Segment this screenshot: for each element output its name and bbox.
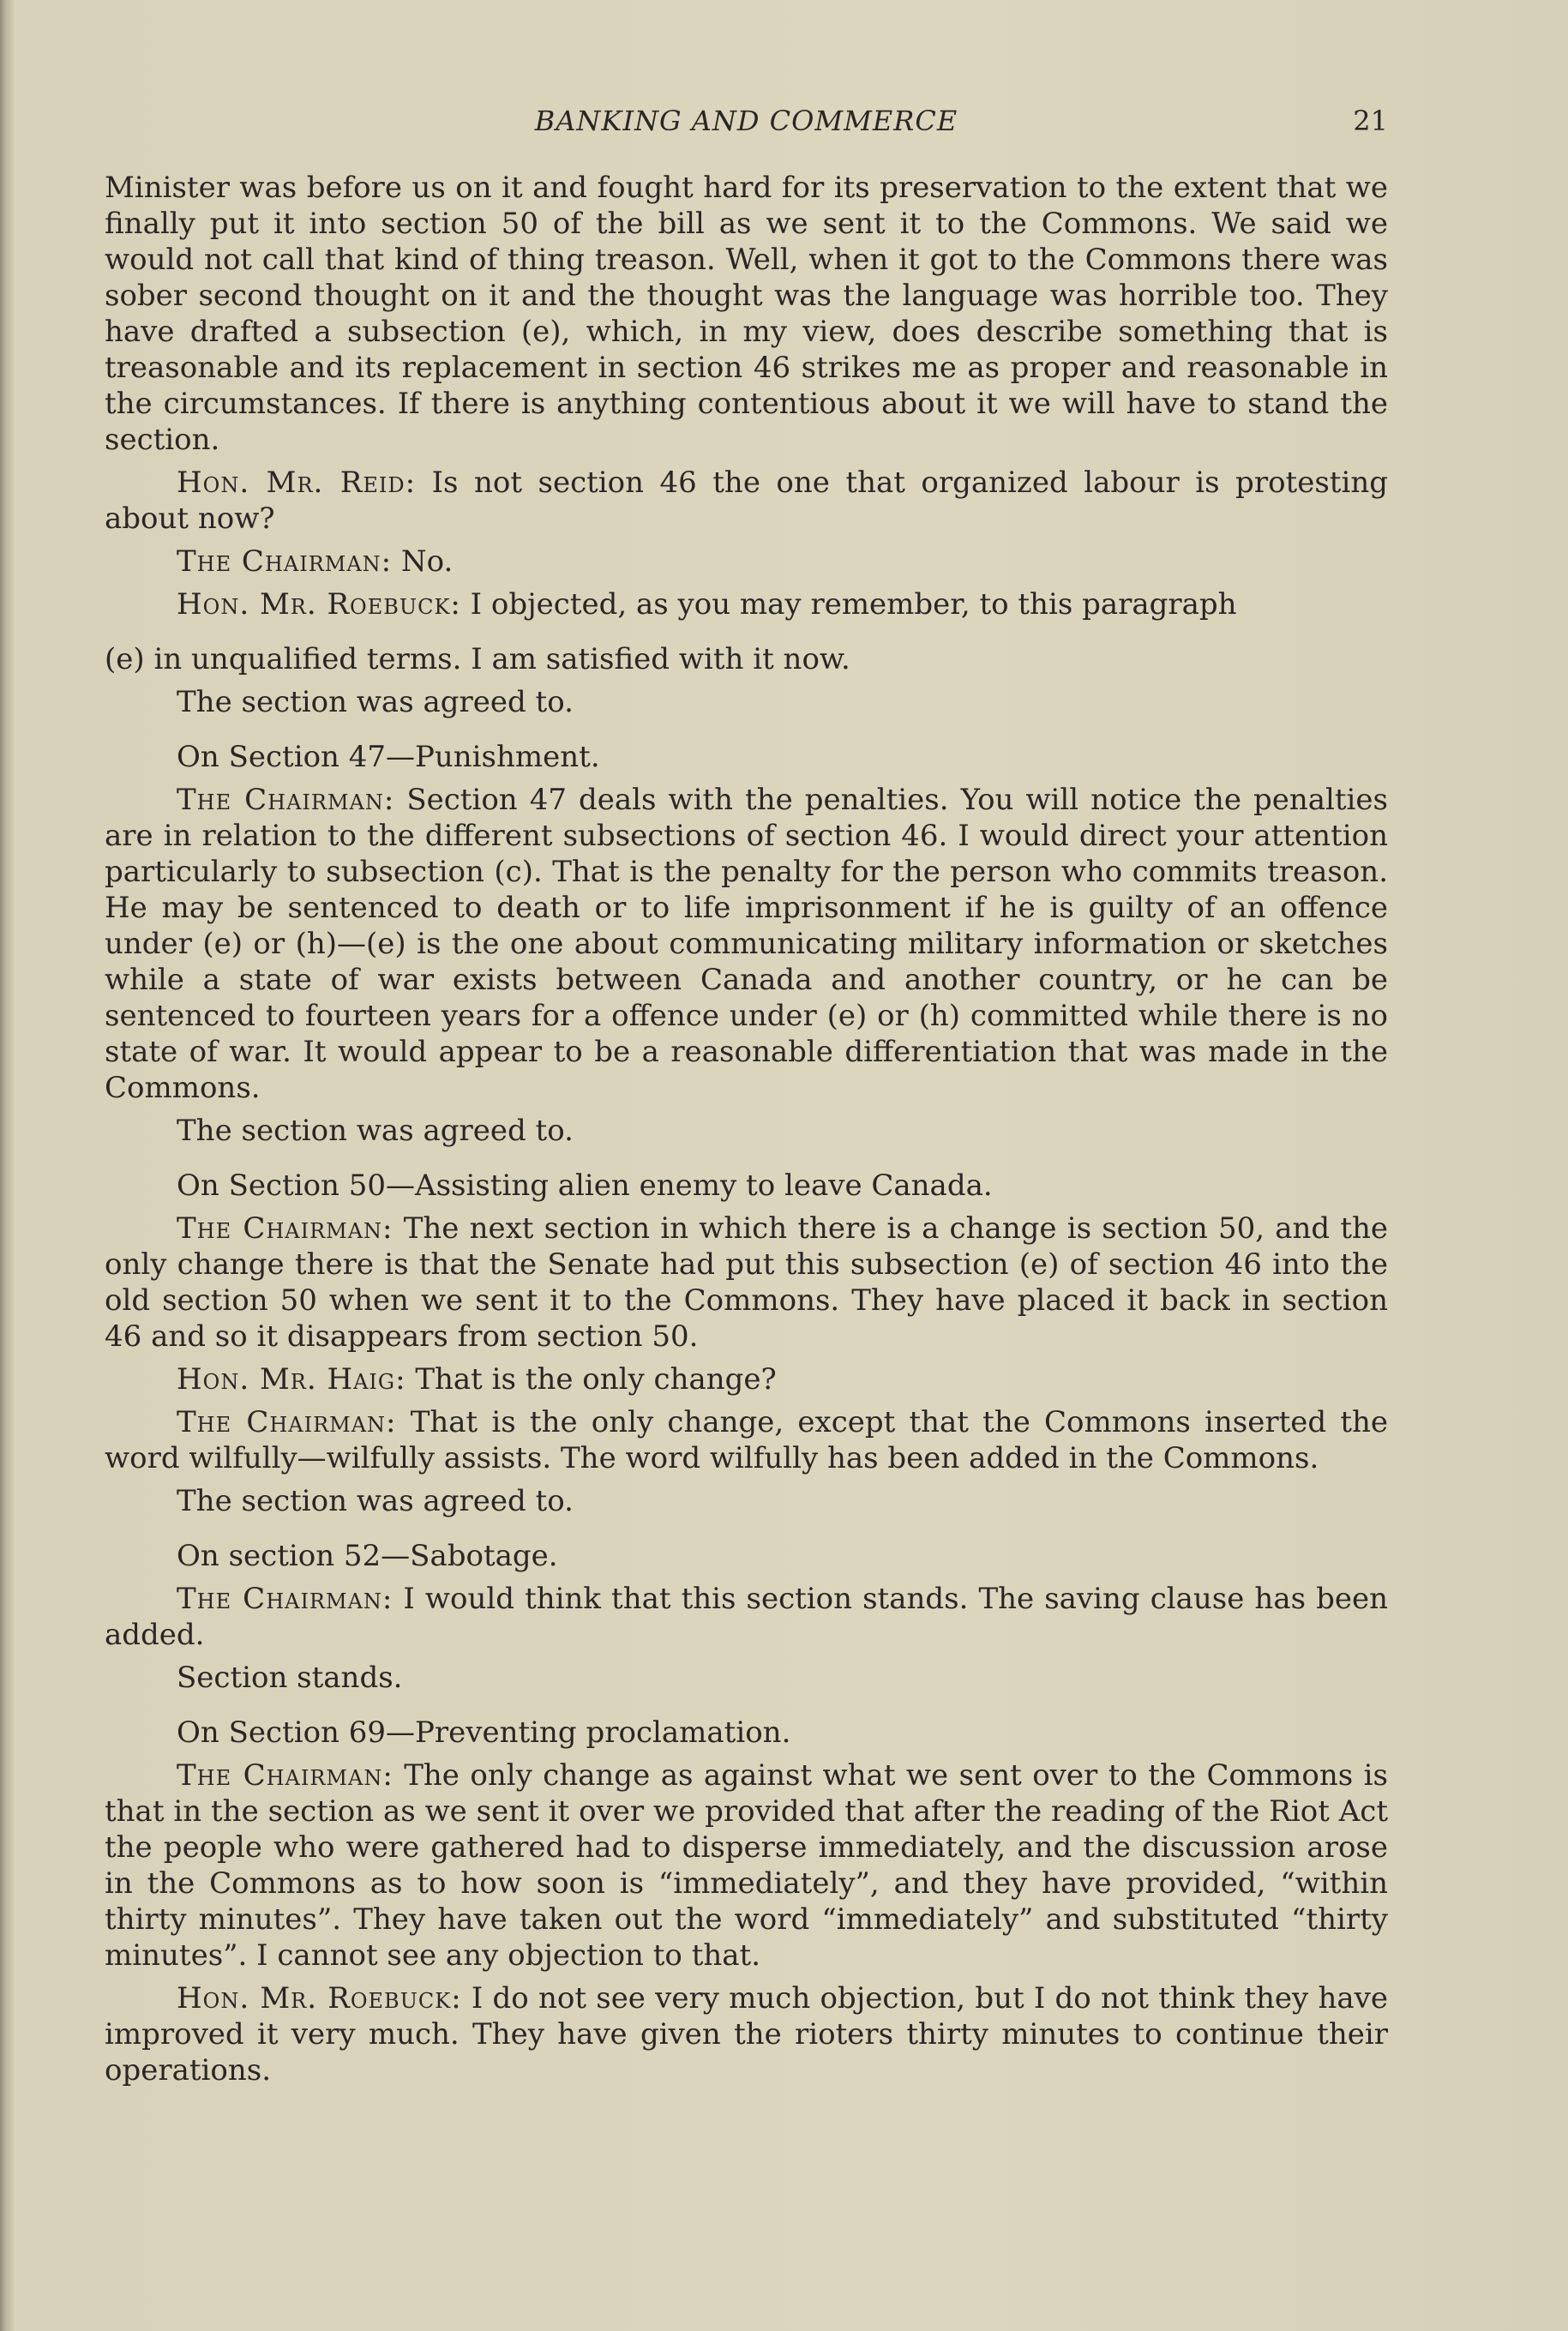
paragraph: Section stands. xyxy=(177,1661,403,1695)
section-heading: On Section 50—Assisting alien enemy to leave Canada. xyxy=(177,1169,993,1203)
speaker-label: Hon. Mr. Haig: xyxy=(177,1362,406,1397)
speaker-label: Hon. Mr. Reid: xyxy=(177,466,417,500)
page-header xyxy=(105,101,1388,144)
speaker-label: Hon. Mr. Roebuck: xyxy=(177,1981,462,2016)
speaker-label: The Chairman: xyxy=(177,783,395,817)
paragraph: Hon. Mr. Reid: Is not section 46 the one that organized labour is protesting about now? xyxy=(105,466,1388,536)
speaker-label: The Chairman: xyxy=(177,1758,394,1793)
speaker-label: The Chairman: xyxy=(177,544,393,579)
section-heading: On section 52—Sabotage. xyxy=(177,1539,558,1573)
paragraph: The Chairman: Section 47 deals with the penalties. You will notice the penalties are in relation to the different subsections of section 46. I would direct your attention particularly to subsection (c). That is the penalty for the person who commits treason. He may be sentenced to death or to life imprisonment if he is guilty of an offence under (e) or (h)—(e) is the one about communicating military information or sketches while a state of war exists between Canada and another country, or he can be sentenced to fourteen years for a offence under (e) or (h) committed while there is no state of war. It would appear to be a reasonable differentiation that was made in the Commons. xyxy=(105,783,1388,1105)
paragraph: Hon. Mr. Haig: That is the only change? xyxy=(177,1362,777,1397)
paragraph: Minister was before us on it and fought hard for its preservation to the extent that we finally put it into section 50 of the bill as we sent it to the Commons. We said we would not call that kind of thing treason. Well, when it got to the Commons there was sober second thought on it and the thought was the language was horrible too. They have drafted a subsection (e), which, in my view, does describe something that is treasonable and its replacement in section 46 strikes me as proper and reasonable in the circumstances. If there is anything contentious about it we will have to stand the section. xyxy=(105,171,1388,457)
page-number: 21 xyxy=(1353,105,1388,137)
paragraph: Hon. Mr. Roebuck: I objected, as you may remember, to this paragraph xyxy=(177,587,1237,622)
section-heading: On Section 69—Preventing proclamation. xyxy=(177,1715,791,1750)
speaker-label: The Chairman: xyxy=(177,1211,394,1246)
paragraph: (e) in unqualified terms. I am satisfied with it now. xyxy=(105,642,850,676)
paragraph: The Chairman: No. xyxy=(177,544,454,579)
section-heading: On Section 47—Punishment. xyxy=(177,740,600,774)
paragraph: Hon. Mr. Roebuck: I do not see very much objection, but I do not think they have improved it very much. They have given the rioters thirty minutes to continue their operations. xyxy=(105,1981,1388,2088)
paragraph: The Chairman: The next section in which there is a change is section 50, and the only change there is that the Senate had put this subsection (e) of section 46 into the old section 50 when we sent it to the Commons. They have placed it back in section 46 and so it disappears from section 50. xyxy=(105,1211,1389,1354)
body-text xyxy=(105,170,1388,2095)
speaker-label: The Chairman: xyxy=(177,1405,397,1439)
speaker-label: Hon. Mr. Roebuck: xyxy=(177,587,461,622)
paragraph: The section was agreed to. xyxy=(177,1484,574,1518)
speaker-label: The Chairman: xyxy=(177,1582,394,1616)
paragraph: The section was agreed to. xyxy=(177,1114,574,1148)
paragraph: The Chairman: The only change as against what we sent over to the Commons is that in the section as we sent it over we provided that after the reading of the Riot Act the people who were gathered had to disperse immediately, and the discussion arose in the Commons as to how soon is “immediately”, and they have provided, “within thirty minutes”. They have taken out the word “immediately” and substituted “thirty minutes”. I cannot see any objection to that. xyxy=(105,1758,1388,1973)
paragraph: The Chairman: I would think that this section stands. The saving clause has been added. xyxy=(105,1582,1388,1652)
paragraph: The Chairman: That is the only change, except that the Commons inserted the word wilfully—wilfully assists. The word wilfully has been added in the Commons. xyxy=(105,1405,1388,1475)
paragraph: The section was agreed to. xyxy=(177,685,574,719)
running-title: BANKING AND COMMERCE xyxy=(534,105,958,137)
